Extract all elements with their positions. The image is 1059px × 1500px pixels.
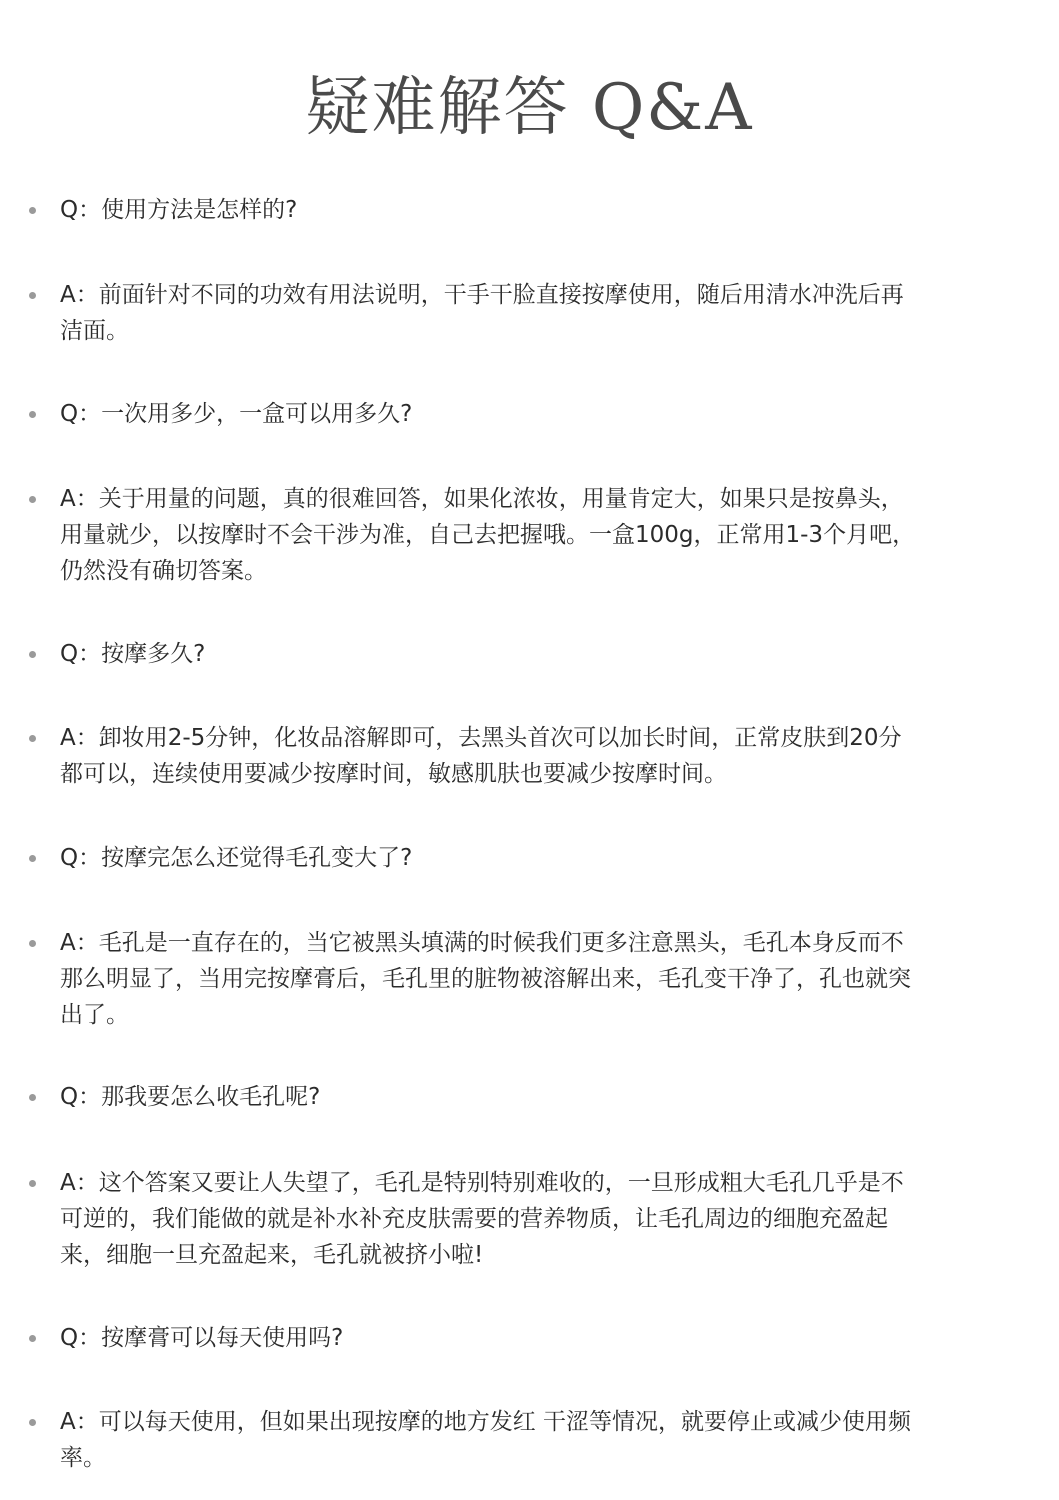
page-title: 疑难解答 Q&A bbox=[305, 71, 754, 145]
bullet-icon bbox=[29, 940, 36, 947]
answer-text: A：卸妆用2-5分钟，化妆品溶解即可，去黑头首次可以加长时间，正常皮肤到20分 都可以，连续使用要减少按摩时间，敏感肌肤也要减少按摩时间。 bbox=[60, 725, 902, 787]
bullet-icon bbox=[29, 411, 36, 418]
question-text: Q：使用方法是怎样的? bbox=[60, 197, 298, 223]
answer-text: A：关于用量的问题，真的很难回答，如果化浓妆，用量肯定大，如果只是按鼻头， 用量就少，以按摩时不会干涉为准，自己去把握哦。一盒100g，正常用1-3个月吧， 仍然没有确切答案。 bbox=[60, 486, 916, 584]
answer-text: A：毛孔是一直存在的，当它被黑头填满的时候我们更多注意黑头，毛孔本身反而不 那么明显了，当用完按摩膏后，毛孔里的脏物被溶解出来，毛孔变干净了，孔也就突 出了。 bbox=[60, 930, 911, 1028]
bullet-icon bbox=[29, 207, 36, 214]
bullet-icon bbox=[29, 496, 36, 503]
bullet-icon bbox=[29, 1094, 36, 1101]
bullet-icon bbox=[29, 651, 36, 658]
question-text: Q：一次用多少，一盒可以用多久? bbox=[60, 401, 413, 427]
question-text: Q：按摩完怎么还觉得毛孔变大了? bbox=[60, 845, 413, 871]
question-text: Q：按摩多久? bbox=[60, 641, 206, 667]
bullet-icon bbox=[29, 292, 36, 299]
answer-text: A：这个答案又要让人失望了，毛孔是特别特别难收的，一旦形成粗大毛孔几乎是不 可逆的，我们能做的就是补水补充皮肤需要的营养物质，让毛孔周边的细胞充盈起 来，细胞一旦充盈起来，毛孔就被挤小啦! bbox=[60, 1170, 904, 1268]
bullet-icon bbox=[29, 735, 36, 742]
bullet-icon bbox=[29, 855, 36, 862]
answer-text: A：前面针对不同的功效有用法说明，干手干脸直接按摩使用，随后用清水冲洗后再 洁面。 bbox=[60, 282, 904, 344]
question-text: Q：那我要怎么收毛孔呢? bbox=[60, 1084, 321, 1110]
answer-text: A：可以每天使用，但如果出现按摩的地方发红 干涩等情况，就要停止或减少使用频 率。 bbox=[60, 1409, 912, 1471]
bullet-icon bbox=[29, 1419, 36, 1426]
bullet-icon bbox=[29, 1180, 36, 1187]
bullet-icon bbox=[29, 1335, 36, 1342]
question-text: Q：按摩膏可以每天使用吗? bbox=[60, 1325, 344, 1351]
